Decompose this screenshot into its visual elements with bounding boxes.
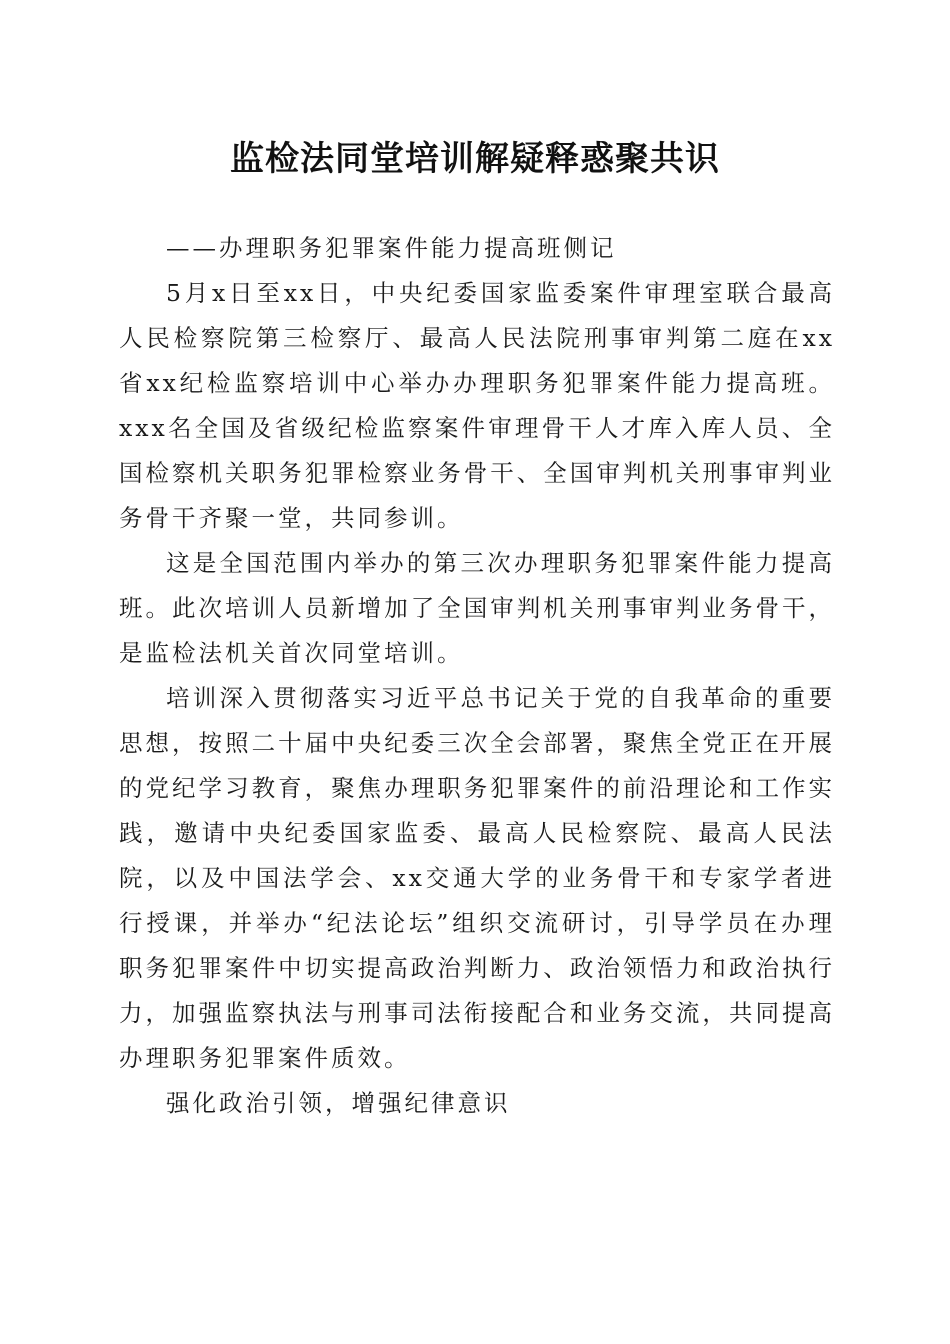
document-title: 监检法同堂培训解疑释惑聚共识	[230, 139, 720, 179]
paragraph-2: 这是全国范围内举办的第三次办理职务犯罪案件能力提高班。此次培训人员新增加了全国审判机关刑事审判业务骨干，是监检法机关首次同堂培训。	[119, 549, 835, 667]
paragraph-1: 5月x日至xx日，中央纪委国家监委案件审理室联合最高人民检察院第三检察厅、最高人民法院刑事审判第二庭在xx省xx纪检监察培训中心举办办理职务犯罪案件能力提高班。xxx名全国及省级纪检监察案件审理骨干人才库入库人员、全国检察机关职务犯罪检察业务骨干、全国审判机关刑事审判业务骨干齐聚一堂，共同参训。	[119, 279, 835, 532]
paragraph-3: 培训深入贯彻落实习近平总书记关于党的自我革命的重要思想，按照二十届中央纪委三次全会部署，聚焦全党正在开展的党纪学习教育，聚焦办理职务犯罪案件的前沿理论和工作实践，邀请中央纪委国家监委、最高人民检察院、最高人民法院，以及中国法学会、xx交通大学的业务骨干和专家学者进行授课，并举办“纪法论坛”组织交流研讨，引导学员在办理职务犯罪案件中切实提高政治判断力、政治领悟力和政治执行力，加强监察执法与刑事司法衔接配合和业务交流，共同提高办理职务犯罪案件质效。	[119, 684, 835, 1072]
section-heading: 强化政治引领，增强纪律意识	[166, 1089, 511, 1117]
document-body	[119, 226, 835, 1126]
subtitle: ——办理职务犯罪案件能力提高班侧记	[166, 234, 617, 262]
